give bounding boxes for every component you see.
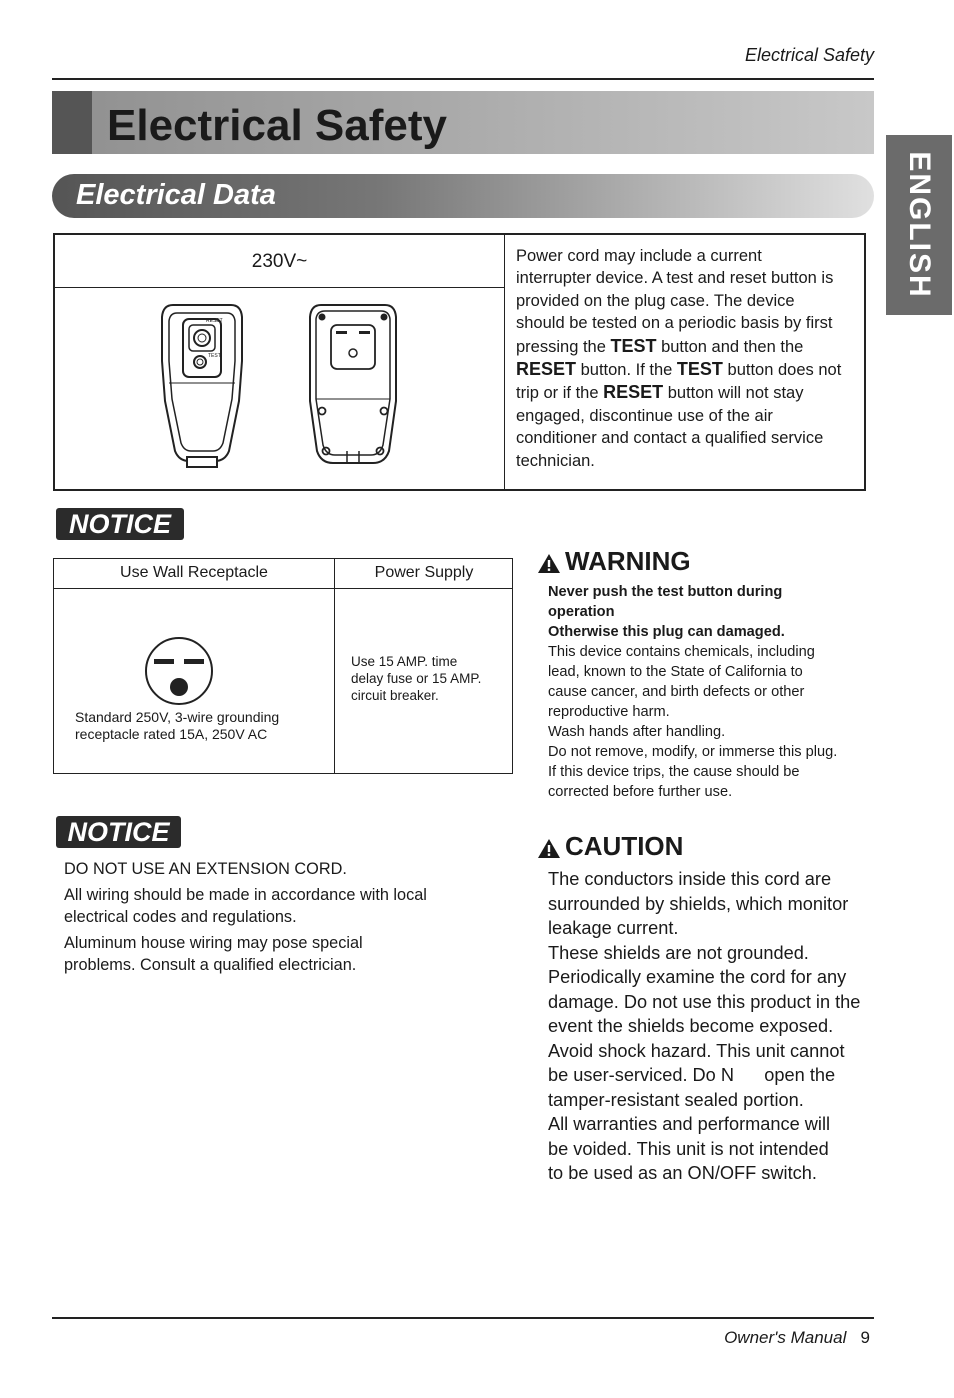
notice-label: NOTICE bbox=[67, 817, 170, 847]
section-heading: Electrical Data bbox=[76, 179, 276, 211]
caution-line: Periodically examine the cord for any bbox=[548, 967, 847, 987]
caution-line: to be used as an ON/OFF switch. bbox=[548, 1163, 817, 1183]
spec-line: receptacle rated 15A, 250V AC bbox=[75, 726, 268, 742]
test-label: TEST bbox=[208, 353, 221, 359]
warning-bold-line: Otherwise this plug can damaged. bbox=[548, 624, 785, 640]
desc-line: RESET button. If the TEST button does not bbox=[516, 359, 842, 380]
warning-line: reproductive harm. bbox=[548, 704, 670, 720]
section-heading-bar bbox=[52, 174, 874, 218]
electrical-data-table bbox=[53, 233, 866, 491]
fuse-spec bbox=[351, 653, 511, 704]
reset-label: RESET bbox=[206, 318, 223, 324]
caution-line: The conductors inside this cord are bbox=[548, 869, 832, 889]
receptacle-column-header: Use Wall Receptacle bbox=[120, 564, 268, 581]
desc-line: trip or if the RESET button will not stay bbox=[516, 382, 804, 403]
caution-line: tamper-resistant sealed portion. bbox=[548, 1089, 804, 1110]
desc-line: interrupter device. A test and reset button is bbox=[516, 269, 834, 288]
caution-line: damage. Do not use this product in the bbox=[548, 991, 861, 1012]
notice-label: NOTICE bbox=[68, 509, 171, 539]
warning-line: cause cancer, and birth defects or other bbox=[548, 684, 805, 700]
footer-rule bbox=[52, 1317, 874, 1319]
notice-badge bbox=[56, 816, 181, 848]
title-accent-block bbox=[52, 91, 92, 154]
desc-line: pressing the TEST button and then the bbox=[516, 335, 804, 356]
fuse-line: Use 15 AMP. time bbox=[351, 654, 458, 669]
caution-line: These shields are not grounded. bbox=[548, 942, 809, 963]
desc-line: technician. bbox=[516, 451, 595, 470]
receptacle-table bbox=[53, 558, 513, 774]
caution-line: surrounded by shields, which monitor bbox=[548, 893, 849, 914]
desc-line: conditioner and contact a qualified service bbox=[516, 429, 824, 448]
power-supply-column-header: Power Supply bbox=[374, 564, 474, 581]
running-footer bbox=[724, 1328, 870, 1348]
caution-heading-text: CAUTION bbox=[565, 831, 684, 861]
table-divider bbox=[334, 559, 335, 773]
page-number: 9 bbox=[860, 1328, 870, 1347]
page-title: Electrical Safety bbox=[107, 101, 447, 150]
caution-line: leakage current. bbox=[548, 918, 679, 938]
warning-line: Do not remove, modify, or immerse this plug. bbox=[548, 744, 838, 760]
warning-triangle-icon bbox=[537, 553, 561, 574]
warning-heading bbox=[537, 546, 691, 577]
table-divider bbox=[504, 235, 505, 489]
warning-heading-text: WARNING bbox=[565, 546, 691, 576]
warning-line: If this device trips, the cause should be bbox=[548, 764, 800, 780]
caution-line: be user-serviced. Do N open the bbox=[548, 1065, 836, 1085]
warning-bold-line: operation bbox=[548, 604, 615, 620]
interrupter-description bbox=[516, 245, 862, 472]
receptacle-spec bbox=[75, 709, 279, 743]
plug-front-illustration bbox=[159, 301, 245, 471]
caution-body bbox=[548, 867, 888, 1186]
notice-line: DO NOT USE AN EXTENSION CORD. bbox=[64, 860, 347, 878]
manual-label: Owner's Manual bbox=[724, 1328, 847, 1347]
caution-triangle-icon bbox=[537, 838, 561, 859]
desc-line: provided on the plug case. The device bbox=[516, 291, 795, 310]
desc-line: should be tested on a periodic basis by first bbox=[516, 314, 833, 333]
warning-line: This device contains chemicals, including bbox=[548, 644, 815, 660]
caution-line: event the shields become exposed. bbox=[548, 1016, 834, 1036]
desc-line: engaged, discontinue use of the air bbox=[516, 406, 773, 425]
caution-heading bbox=[537, 831, 683, 862]
caution-line: Avoid shock hazard. This unit cannot bbox=[548, 1040, 845, 1061]
table-divider bbox=[54, 588, 512, 589]
notice-line: Aluminum house wiring may pose special bbox=[64, 933, 363, 952]
caution-line: be voided. This unit is not intended bbox=[548, 1138, 829, 1159]
table-divider bbox=[55, 287, 504, 288]
caution-line: All warranties and performance will bbox=[548, 1114, 831, 1134]
notice-line: electrical codes and regulations. bbox=[64, 908, 297, 926]
plug-back-illustration bbox=[307, 301, 399, 471]
notice-line: All wiring should be made in accordance with local bbox=[64, 885, 427, 904]
header-rule bbox=[52, 78, 874, 80]
extension-cord-notice bbox=[64, 858, 504, 977]
desc-line: Power cord may include a current bbox=[516, 247, 762, 265]
voltage-label: 230V~ bbox=[251, 251, 308, 272]
warning-line: Wash hands after handling. bbox=[548, 724, 726, 740]
warning-line: lead, known to the State of California to bbox=[548, 664, 803, 680]
wall-receptacle-icon bbox=[143, 635, 215, 707]
warning-body bbox=[548, 582, 888, 802]
running-header: Electrical Safety bbox=[744, 45, 874, 65]
language-tab bbox=[886, 135, 952, 315]
language-tab-label: ENGLISH bbox=[903, 151, 936, 299]
notice-badge bbox=[56, 508, 184, 540]
page-title-bar bbox=[52, 91, 874, 154]
warning-bold-line: Never push the test button during bbox=[548, 584, 783, 600]
fuse-line: circuit breaker. bbox=[351, 688, 439, 703]
fuse-line: delay fuse or 15 AMP. bbox=[351, 671, 482, 686]
spec-line: Standard 250V, 3-wire grounding bbox=[75, 709, 280, 725]
notice-line: problems. Consult a qualified electrician. bbox=[64, 956, 357, 974]
warning-line: corrected before further use. bbox=[548, 784, 733, 800]
